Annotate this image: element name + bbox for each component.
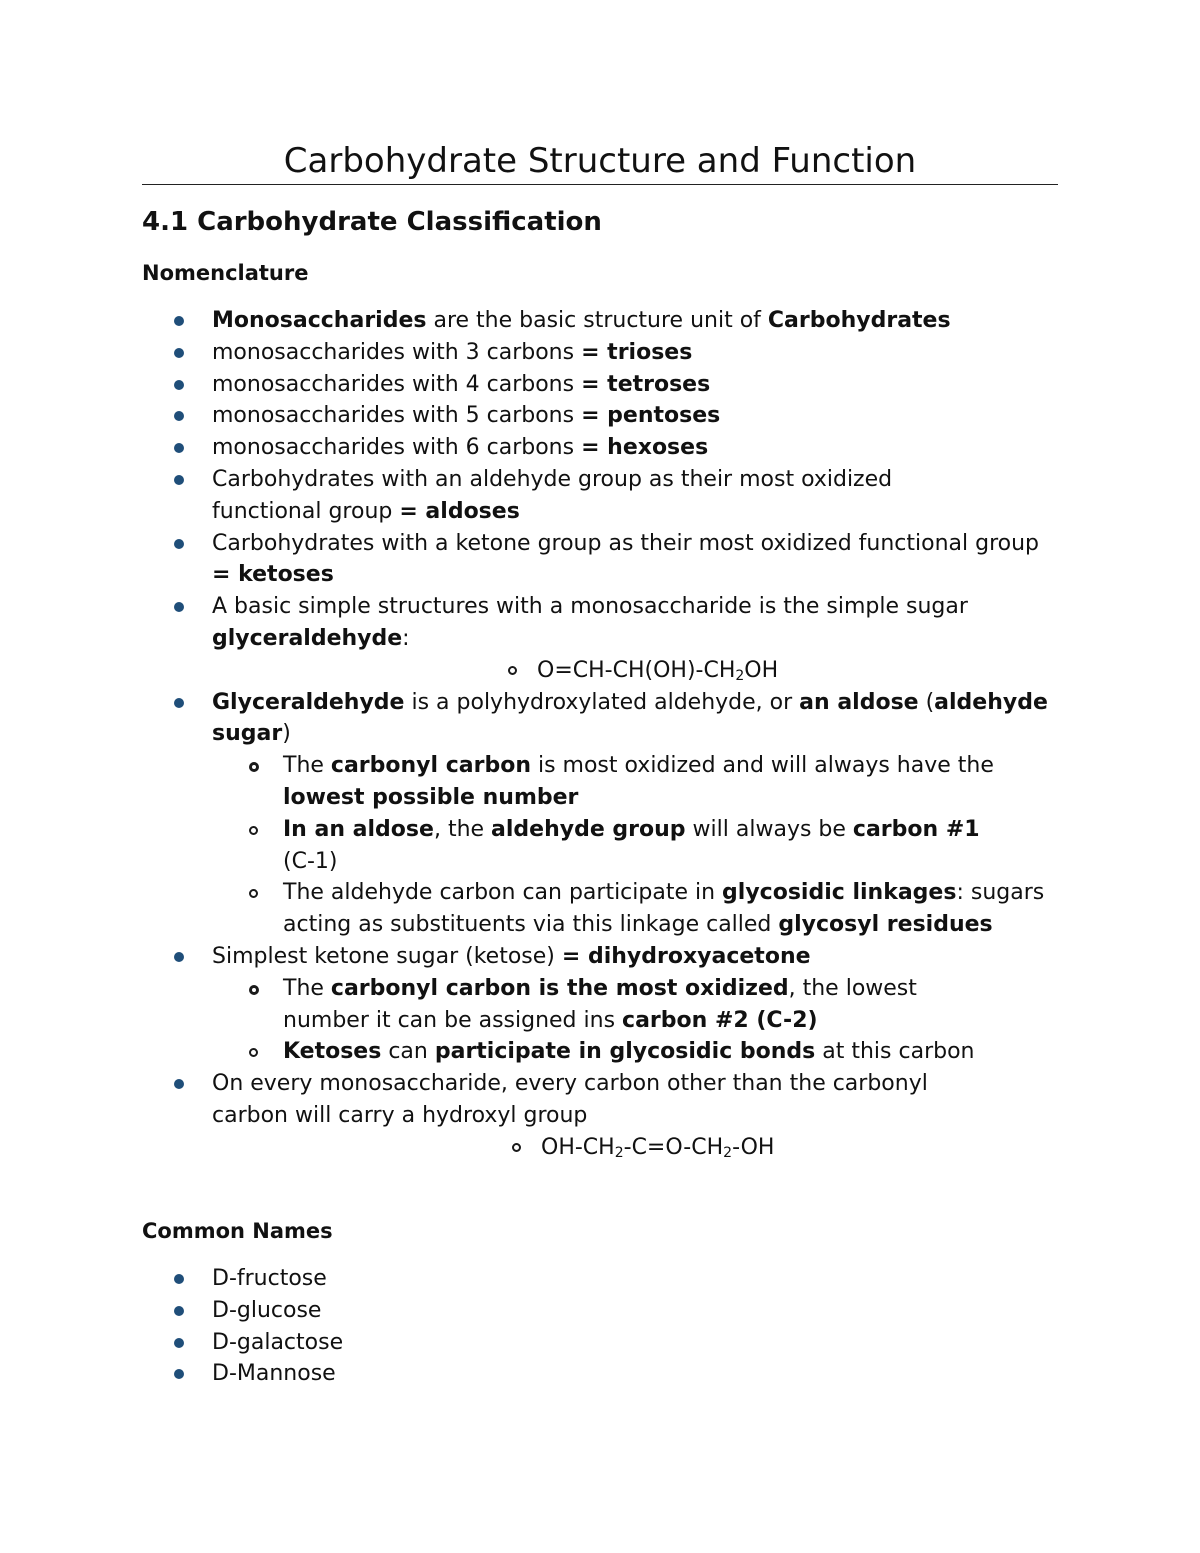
bullet-icon [174, 1369, 184, 1379]
document-title: Carbohydrate Structure and Function [142, 140, 1058, 185]
list-item: D-Mannose [142, 1358, 1052, 1390]
section-heading: 4.1 Carbohydrate Classification [142, 207, 602, 237]
list-item: On every monosaccharide, every carbon other than the carbonyl carbon will carry a hydroxyl group [142, 1068, 1052, 1132]
bullet-icon [174, 1274, 184, 1284]
bullet-icon [174, 348, 184, 358]
list-item: Glyceraldehyde is a polyhydroxylated aldehyde, or an aldose (aldehyde sugar) [142, 687, 1052, 751]
bullet-icon [174, 952, 184, 962]
sub-list-item: Ketoses can participate in glycosidic bonds at this carbon [142, 1036, 1052, 1068]
list-item: Carbohydrates with an aldehyde group as their most oxidized functional group = aldoses [142, 464, 1052, 528]
list-item: Simplest ketone sugar (ketose) = dihydroxyacetone [142, 941, 1052, 973]
sub-list-item: The aldehyde carbon can participate in glycosidic linkages: sugars acting as substituents via this linkage called glycosyl residues [142, 877, 1052, 941]
list-item: monosaccharides with 3 carbons = trioses [142, 337, 1052, 369]
list-item: A basic simple structures with a monosaccharide is the simple sugar glyceraldehyde: [142, 591, 1052, 655]
bullet-icon [174, 1079, 184, 1089]
bullet-icon [174, 443, 184, 453]
bullet-icon [174, 475, 184, 485]
bullet-icon [174, 411, 184, 421]
bullet-icon [174, 1338, 184, 1348]
circle-bullet-icon [512, 1143, 521, 1152]
circle-bullet-icon [249, 826, 258, 835]
circle-bullet-icon [249, 1048, 258, 1057]
nomenclature-list [142, 305, 1052, 1164]
list-item: D-fructose [142, 1263, 1052, 1295]
bullet-icon [174, 316, 184, 326]
nomenclature-heading: Nomenclature [142, 261, 309, 285]
circle-bullet-icon [249, 762, 259, 772]
sub-list-item: The carbonyl carbon is most oxidized and will always have the lowest possible number [142, 750, 1052, 814]
list-item: monosaccharides with 6 carbons = hexoses [142, 432, 1052, 464]
circle-bullet-icon [249, 889, 258, 898]
bullet-icon [174, 698, 184, 708]
common-names-heading: Common Names [142, 1219, 333, 1243]
bullet-icon [174, 602, 184, 612]
sub-list-item: In an aldose, the aldehyde group will always be carbon #1 (C-1) [142, 814, 1052, 878]
circle-bullet-icon [249, 985, 259, 995]
circle-bullet-icon [508, 666, 517, 675]
common-names-list [142, 1263, 1052, 1390]
bullet-icon [174, 539, 184, 549]
list-item: Monosaccharides are the basic structure unit of Carbohydrates [142, 305, 1052, 337]
list-item: monosaccharides with 5 carbons = pentoses [142, 400, 1052, 432]
bullet-icon [174, 1306, 184, 1316]
sub-list-item: The carbonyl carbon is the most oxidized, the lowest number it can be assigned ins carbon #2 (C-2) [142, 973, 1052, 1037]
bullet-icon [174, 380, 184, 390]
list-item: monosaccharides with 4 carbons = tetroses [142, 369, 1052, 401]
list-item: Carbohydrates with a ketone group as their most oxidized functional group = ketoses [142, 528, 1052, 592]
list-item: D-galactose [142, 1327, 1052, 1359]
formula-line: $O=CH-CH(OH)-CH_2OH$ [142, 655, 1052, 687]
list-item: D-glucose [142, 1295, 1052, 1327]
formula-line: $OH-CH_2-C=O-CH_2-OH$ [142, 1132, 1052, 1164]
